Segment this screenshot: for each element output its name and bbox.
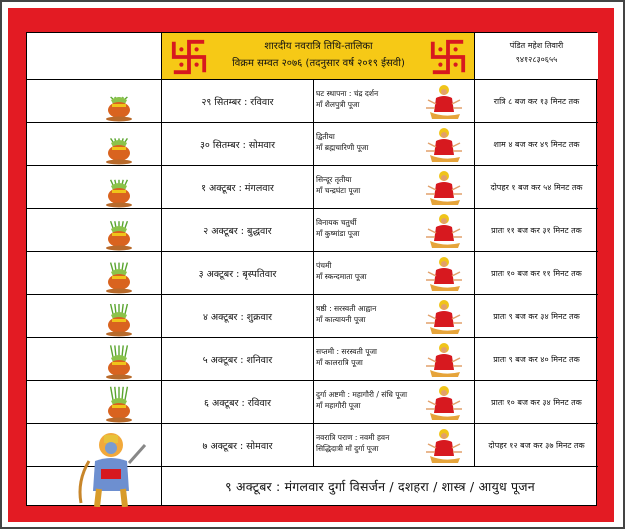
puja-cell	[314, 209, 475, 251]
time-text: प्रातः १० बज कर ३४ मिनट तक	[491, 397, 582, 407]
puja-line-1: विनायक चतुर्थी	[316, 218, 357, 227]
kalash-pot-icon	[99, 254, 139, 294]
puja-cell	[314, 166, 475, 208]
goddess-durga-icon	[420, 254, 468, 292]
pandit-name: पंडित महेश तिवारी	[509, 41, 564, 50]
puja-line-2: माँ कालरात्रि पूजा	[316, 358, 363, 367]
swastika-icon	[429, 38, 467, 76]
puja-text	[316, 131, 416, 153]
header-contact-cell	[475, 33, 598, 80]
pandit-phone: ९४१२८३०६५५	[515, 55, 558, 64]
kalash-cell	[27, 80, 162, 122]
kalash-pot-icon	[99, 168, 139, 208]
date-text: ६ अक्टूबर : रविवार	[204, 397, 271, 409]
date-text: १ अक्टूबर : मंगलवार	[201, 182, 274, 194]
date-cell	[162, 252, 314, 294]
time-text: शाम ४ बज कर ४९ मिनट तक	[493, 139, 580, 149]
puja-text	[316, 389, 416, 411]
time-cell	[475, 252, 598, 294]
date-row	[27, 123, 598, 166]
puja-line-1: घट स्थापना : चंद्र दर्शन	[316, 89, 379, 98]
kalash-cell	[27, 338, 162, 380]
goddess-durga-icon	[420, 383, 468, 421]
puja-text	[316, 88, 416, 110]
time-text: प्रातः १० बज कर ११ मिनट तक	[491, 268, 582, 278]
date-cell	[162, 123, 314, 165]
date-row	[27, 338, 598, 381]
time-text: रात्रि ८ बज कर १३ मिनट तक	[493, 96, 580, 106]
puja-line-1: षष्ठी : सरस्वती आह्वान	[316, 304, 377, 313]
date-text: ५ अक्टूबर : शनिवार	[202, 354, 273, 366]
time-text: प्रातः ११ बज कर ३१ मिनट तक	[491, 225, 582, 235]
puja-line-1: द्वितीया	[316, 132, 335, 141]
date-row	[27, 209, 598, 252]
red-border	[8, 8, 614, 522]
kalash-pot-icon	[99, 82, 139, 122]
date-text: ४ अक्टूबर : शुक्रवार	[202, 311, 273, 323]
goddess-durga-icon	[420, 125, 468, 163]
puja-cell	[314, 123, 475, 165]
navratri-table	[26, 32, 597, 506]
date-cell	[162, 166, 314, 208]
kalash-pot-icon	[99, 297, 139, 337]
time-cell	[475, 338, 598, 380]
puja-cell	[314, 295, 475, 337]
kalash-cell	[27, 252, 162, 294]
date-text: ७ अक्टूबर : सोमवार	[202, 440, 273, 452]
time-cell	[475, 123, 598, 165]
puja-line-1: सप्तमी : सरस्वती पूजा	[316, 347, 377, 356]
header-title-cell	[162, 33, 475, 80]
puja-line-2: सिद्धिदात्री माँ दुर्गा पूजा	[316, 444, 379, 453]
goddess-durga-icon	[420, 211, 468, 249]
time-text: प्रातः ९ बज कर ४० मिनट तक	[493, 354, 580, 364]
swastika-icon	[170, 38, 208, 76]
puja-line-1: सिन्दूर तृतीया	[316, 175, 352, 184]
date-cell	[162, 209, 314, 251]
time-cell	[475, 424, 598, 466]
puja-text	[316, 174, 416, 196]
time-cell	[475, 209, 598, 251]
puja-text	[316, 260, 416, 282]
puja-line-1: पंचमी	[316, 261, 332, 270]
goddess-durga-icon	[420, 297, 468, 335]
date-cell	[162, 295, 314, 337]
time-cell	[475, 80, 598, 122]
kalash-cell	[27, 295, 162, 337]
puja-line-1: नवरात्रि पराण : नवमी हवन	[316, 433, 390, 442]
puja-text	[316, 303, 416, 325]
goddess-durga-icon	[420, 168, 468, 206]
puja-cell	[314, 80, 475, 122]
puja-line-1: दुर्गा अष्टमी : महागौरी / संधि पूजा	[316, 390, 408, 399]
puja-line-2: माँ कुष्मांडा पूजा	[316, 229, 360, 238]
date-cell	[162, 80, 314, 122]
kalash-cell	[27, 166, 162, 208]
time-cell	[475, 381, 598, 423]
puja-line-2: माँ शैलपुत्री पूजा	[316, 100, 360, 109]
date-row	[27, 166, 598, 209]
puja-text	[316, 217, 416, 239]
goddess-durga-icon	[420, 426, 468, 464]
date-cell	[162, 338, 314, 380]
date-text: ३० सितम्बर : सोमवार	[199, 139, 276, 151]
puja-cell	[314, 252, 475, 294]
warrior-deity-icon	[71, 431, 151, 507]
puja-line-2: माँ कात्यायनी पूजा	[316, 315, 366, 324]
date-text: २९ सितम्बर : रविवार	[201, 96, 274, 108]
footer-text: ९ अक्टूबर : मंगलवार दुर्गा विसर्जन / दशहरा / शास्त्र / आयुध पूजन	[225, 479, 535, 494]
title-line-2: विक्रम सम्वत २०७६ (तदनुसार वर्ष २०१९ ईसवी)	[232, 58, 405, 69]
puja-cell	[314, 338, 475, 380]
date-row	[27, 252, 598, 295]
kalash-cell	[27, 381, 162, 423]
puja-line-2: माँ महागौरी पूजा	[316, 401, 361, 410]
time-text: प्रातः ९ बज कर ३४ मिनट तक	[493, 311, 580, 321]
date-row	[27, 295, 598, 338]
puja-text	[316, 346, 416, 368]
kalash-cell	[27, 123, 162, 165]
kalash-pot-icon	[99, 340, 139, 380]
puja-line-2: माँ चन्द्रघंटा पूजा	[316, 186, 361, 195]
kalash-pot-icon	[99, 383, 139, 423]
time-text: दोपहर १२ बज कर ३७ मिनट तक	[488, 440, 585, 450]
date-cell	[162, 424, 314, 466]
header-title	[210, 38, 427, 72]
date-text: ३ अक्टूबर : बृस्पतिवार	[198, 268, 277, 280]
puja-line-2: माँ स्कन्दमाता पूजा	[316, 272, 367, 281]
kalash-cell	[27, 209, 162, 251]
kalash-pot-icon	[99, 211, 139, 251]
kalash-pot-icon	[99, 125, 139, 165]
title-line-1: शारदीय नवरात्रि तिथि-तालिका	[264, 41, 373, 52]
date-row	[27, 80, 598, 123]
time-cell	[475, 295, 598, 337]
time-cell	[475, 166, 598, 208]
goddess-durga-icon	[420, 82, 468, 120]
time-text: दोपहर १ बज कर ५४ मिनट तक	[490, 182, 583, 192]
date-row	[27, 381, 598, 424]
puja-cell	[314, 381, 475, 423]
goddess-durga-icon	[420, 340, 468, 378]
date-text: २ अक्टूबर : बुद्धवार	[203, 225, 272, 237]
puja-cell	[314, 424, 475, 466]
pandit-info	[475, 39, 598, 67]
date-cell	[162, 381, 314, 423]
puja-text	[316, 432, 416, 454]
header-blank-cell	[27, 33, 162, 80]
puja-line-2: माँ ब्रह्मचारिणी पूजा	[316, 143, 369, 152]
